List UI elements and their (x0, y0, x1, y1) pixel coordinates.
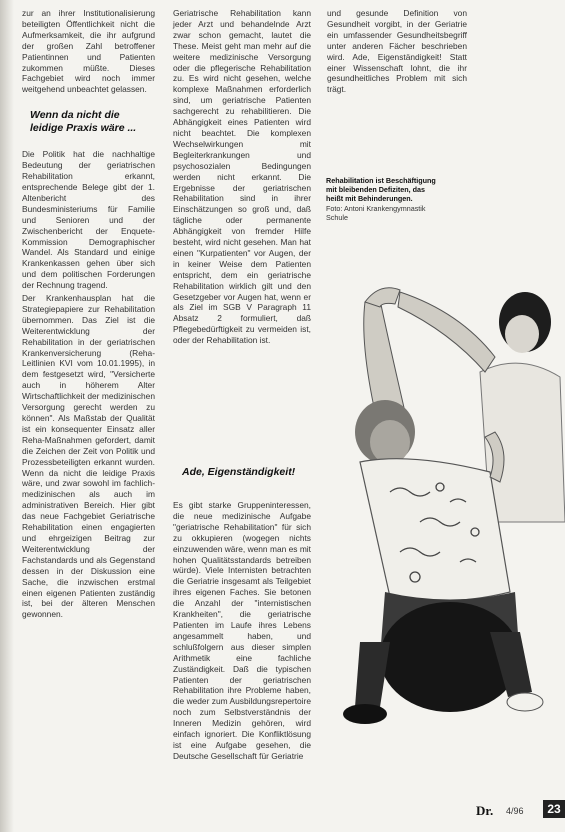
text-column-2 (173, 8, 311, 348)
paragraph: zur an ihrer Institutionalisierung beteiligten Öffentlichkeit nicht die Aufmerksamkeit, die ihr aufgrund der großen Zahl betroffener Patientinnen und Patienten zukommen müßte. Dieses Fachgebiet wird noch immer weitgehend unbeachtet gelassen. (22, 8, 155, 95)
paragraph: Es gibt starke Gruppeninteressen, die neue medizinische Aufgabe "geriatrische Rehabilitation" für sich zu okkupieren (wogegen nichts einzuwenden wäre, wenn man es mit hohen Qualitätsstandards betreiben würde). Viele Internisten betrachten die Geriatrie insgesamt als Teilgebiet ihres eigenen Faches. Sie betonen die Anzahl der "internistischen Krankheiten", die geriatrische Patienten im Laufe ihres Lebens angesammelt haben, und schlußfolgern aus dieser simplen Arithmetik eine fachliche Zuständigkeit. Daß die typischen Patienten der geriatrischen Rehabilitation ihre Probleme haben, die weder zum Ausbildungsrepertoire noch zum Selbstverständnis der Inneren Medizin gehören, wird einfach ignoriert. Die Konfliktlösung ist eine Aufgabe gesehen, die Deutsche Gesellschaft für Geriatrie (173, 500, 311, 761)
subheading: Ade, Eigenständigkeit! (182, 466, 296, 478)
paragraph: Der Krankenhausplan hat die Strategiepapiere zur Rehabilitation übernommen. Das Ziel ist die Weiterentwicklung der Rehabilitation in der geriatrischen Krankenversicherung (Reha-Leitlinien KVI vom 10.01.1995), in dem festgesetzt wird, "Versicherte auch in höherem Alter Wirtschaftlichkeit der medizinischen Versorgung gerecht werden zu können". Als Maßstab der Qualität ist ein konsequenter Einsatz aller Reha-Maßnahmen gefordert, damit die Zeichen der Zeit von Politik und Prozessbeteiligten erkannt wurden. Wenn da nicht die leidige Praxis wäre, und zwar sowohl im fachlich-medizinischen als auch im administrativen Bereich. Hier gibt das neue Fachgebiet Geriatrische Rehabilitation einen engagierten und ehrgeizigen Beitrag zur Weiterentwicklung der Fachstandards und als Gegenstand dessen in der Diskussion eine Sache, die inzwischen erstmal einen eigenen Patienten zuständig ist, bei der älteren Menschen gewonnen. (22, 293, 155, 620)
text-column-2-lower (173, 500, 311, 764)
patient-shirt (360, 459, 510, 601)
caption-text: Rehabilitation ist Beschäftigung mit bleibenden Defiziten, das heißt mit Behinderungen. (326, 176, 436, 204)
therapist-face (505, 315, 539, 353)
photo-credit: Foto: Antoni Krankengymnastik Schule (326, 203, 426, 222)
magazine-logo: Dr. (476, 803, 494, 818)
rehabilitation-photo (320, 262, 565, 732)
text-column-3 (327, 8, 467, 97)
subheading: Wenn da nicht die leidige Praxis wäre ... (30, 109, 137, 135)
photo-caption (326, 176, 444, 222)
issue-number: 4/96 (506, 806, 524, 816)
paragraph: und gesunde Definition von Gesundheit vorgibt, in der Geriatrie ein umfassender Gesundheitsbegriff unter anderen Fächer beschrieben wird. Ade, Eigenständigkeit! Statt einer Wissenschaft lohnt, die ihr gesundheitliches Problem mit sich trägt. (327, 8, 467, 95)
text-column-1 (22, 8, 155, 622)
paragraph: Die Politik hat die nachhaltige Bedeutung der geriatrischen Rehabilitation erkannt, entsprechende Belege gibt der 1. Altenbericht des Bundesministeriums für Familie und Senioren und der Zwischenbericht der Enquete-Kommission Demographischer Wandel. Als Standard und einige Krankenkassen gehen über sich und dem politischen Forderungen der Rechnung tragend. (22, 149, 155, 291)
binding-shadow (0, 0, 14, 832)
page-number: 23 (543, 800, 565, 818)
paragraph: Geriatrische Rehabilitation kann jeder Arzt und behandelnde Arzt zwar schon gemacht, lautet die These. Meist geht man mehr auf die weitere medizinische Versorgung oder die pflegerische Rehabilitation zu. Es wird nicht gesehen, welche komplexe Maßnahmen erforderlich sind, um geriatrische Patienten sachgerecht zu rehabilitieren. Die Abhängigkeit eines Patienten wird nicht beachtet. Die komplexen Wechselwirkungen mit Begleiterkrankungen und psychosozialen Bedingungen werden nicht erkannt. Die Ergebnisse der geriatrischen Rehabilitation sind in ihrer Einschätzungen so groß und, daß tägliche oder permanente Abhängigkeit von fremder Hilfe besteht, wird nicht gesehen. Man hat einen "Kurpatienten" vor Augen, der in keiner Weise dem Patienten entspricht, dem ein geriatrische Rehabilitation wirklich gilt und den Gesetzgeber vor Augen hat, wenn er als Ziel im SGB V Paragraph 11 Absatz 2 formuliert, daß Pflegebedürftigkeit zu vermeiden ist, oder der Rehabilitation ist. (173, 8, 311, 346)
